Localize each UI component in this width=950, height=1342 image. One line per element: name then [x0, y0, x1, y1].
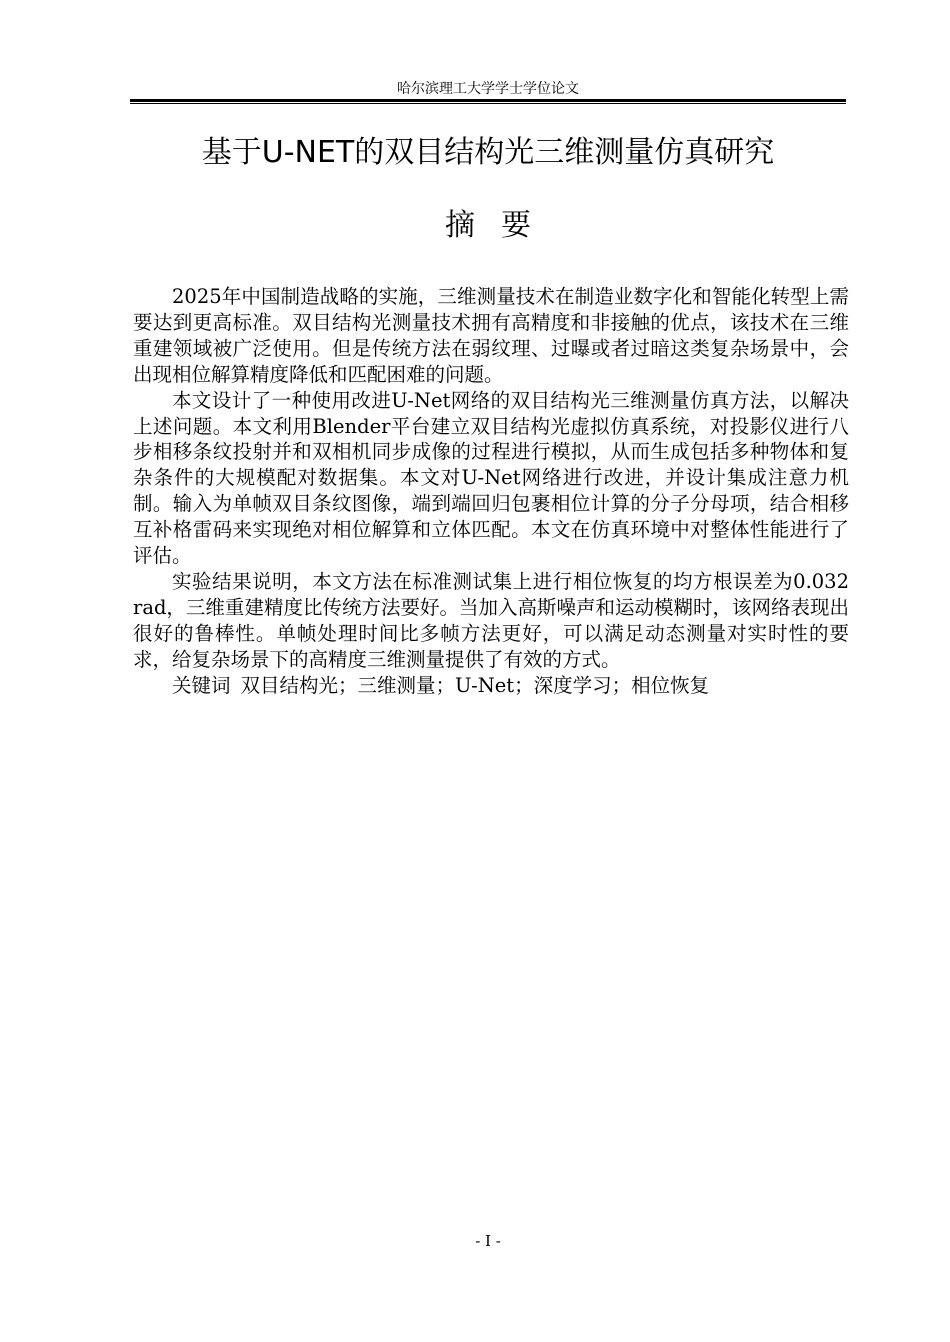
running-header: 哈尔滨理工大学学士学位论文 — [397, 81, 579, 97]
header-rule — [130, 99, 846, 105]
abstract-heading: 摘要 — [445, 208, 557, 243]
abstract-paragraph-2: 本文设计了一种使用改进U-Net网络的双目结构光三维测量仿真方法，以解决上述问题。本文利用Blender平台建立双目结构光虚拟仿真系统，对投影仪进行八步相移条纹投射并和双相机同步成像的过程进行模拟，从而生成包括多种物体和复杂条件的大规模配对数据集。本文对U-Net网络进行改进，并设计集成注意力机制。输入为单帧双目条纹图像，端到端回归包裹相位计算的分子分母项，结合相移互补格雷码来实现绝对相位解算和立体匹配。本文在仿真环境中对整体性能进行了评估。 — [133, 388, 849, 568]
abstract-body — [133, 284, 849, 699]
abstract-paragraph-1: 2025年中国制造战略的实施，三维测量技术在制造业数字化和智能化转型上需要达到更高标准。双目结构光测量技术拥有高精度和非接触的优点，该技术在三维重建领域被广泛使用。但是传统方法在弱纹理、过曝或者过暗这类复杂场景中，会出现相位解算精度降低和匹配困难的问题。 — [133, 285, 849, 386]
keywords-line — [133, 673, 849, 699]
keywords-text: 双目结构光；三维测量；U-Net；深度学习；相位恢复 — [240, 673, 710, 697]
keywords-label: 关键词 — [172, 673, 231, 697]
thesis-title: 基于U-NET的双目结构光三维测量仿真研究 — [201, 135, 775, 170]
header-rule-thin — [130, 103, 846, 104]
page-number: - I - — [475, 1232, 501, 1250]
header-rule-thick — [130, 99, 846, 102]
abstract-paragraph-3: 实验结果说明，本文方法在标准测试集上进行相位恢复的均方根误差为0.032 rad，三维重建精度比传统方法要好。当加入高斯噪声和运动模糊时，该网络表现出很好的鲁棒性。单帧处理时间比多帧方法更好，可以满足动态测量对实时性的要求，给复杂场景下的高精度三维测量提供了有效的方式。 — [133, 569, 849, 671]
